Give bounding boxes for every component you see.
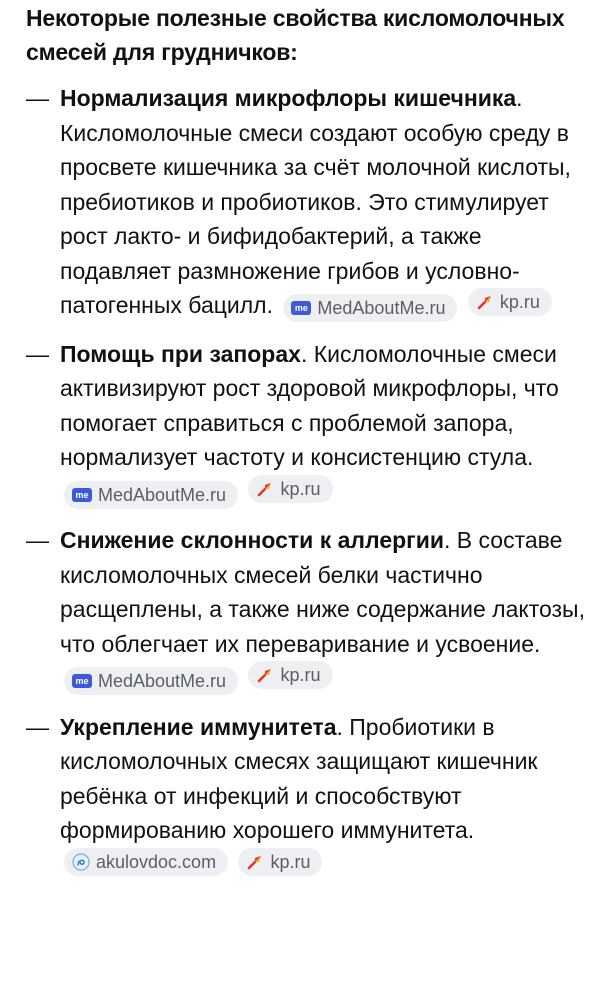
source-chip-kp[interactable]: [248, 475, 332, 503]
source-chip-medaboutme[interactable]: [64, 667, 238, 695]
dash-marker: —: [26, 527, 49, 553]
source-label: kp.ru: [280, 478, 321, 499]
kp-icon: [476, 293, 494, 311]
source-chip-kp[interactable]: [468, 288, 552, 316]
kp-icon: [256, 480, 274, 498]
answer-heading: Некоторые полезные свойства кисломолочных смесей для грудничков:: [26, 5, 565, 65]
item-text: Кисломолочные смеси создают особую среду в просвете кишечника за счёт молочной кислоты, пребиотиков и пробиотиков. Это стимулирует рост лакто- и бифидобактерий, а также подавляет размножение грибов и условно-патогенных бацилл.: [60, 119, 571, 318]
item-title: Помощь при запорах: [60, 340, 301, 367]
item-title: Укрепление иммунитета: [60, 713, 337, 740]
item-text: Пробиотики в кисломолочных смесях защищают кишечник ребёнка от инфекций и способствуют формированию хорошего иммунитета.: [60, 713, 538, 843]
item-text: В составе кисломолочных смесей белки частично расщеплены, а также ниже содержание лактозы, что облегчает их переваривание и усвоение.: [60, 527, 585, 657]
kp-icon: [256, 666, 274, 684]
source-chip-medaboutme[interactable]: [283, 294, 457, 322]
source-chip-kp[interactable]: [248, 661, 332, 689]
source-label: MedAboutMe.ru: [317, 298, 446, 318]
source-label: akulovdoc.com: [96, 851, 217, 872]
item-punct: .: [336, 713, 343, 740]
source-label: kp.ru: [280, 665, 321, 685]
medaboutme-icon: me: [72, 674, 92, 688]
list-item: [26, 337, 592, 510]
source-chip-medaboutme[interactable]: [64, 481, 238, 509]
list-item: [26, 710, 592, 883]
item-title: Нормализация микрофлоры кишечника: [60, 85, 517, 111]
item-punct: .: [300, 340, 308, 367]
akulovdoc-icon: [72, 853, 90, 871]
source-chip-akulovdoc[interactable]: [64, 848, 228, 876]
dash-marker: —: [26, 85, 49, 111]
medaboutme-icon: me: [72, 488, 92, 502]
source-label: kp.ru: [270, 851, 311, 872]
source-chip-kp[interactable]: [238, 848, 322, 876]
item-title: Снижение склонности к аллергии: [60, 527, 445, 553]
medaboutme-icon: me: [291, 301, 311, 315]
item-punct: .: [444, 527, 451, 553]
properties-list: [26, 81, 592, 882]
list-item: [26, 523, 592, 696]
source-label: kp.ru: [499, 292, 540, 312]
kp-icon: [246, 853, 264, 871]
source-label: MedAboutMe.ru: [98, 671, 227, 691]
dash-marker: —: [26, 713, 49, 740]
dash-marker: —: [26, 340, 49, 367]
item-text: Кисломолочные смеси активизируют рост здоровой микрофлоры, что помогает справиться с проблемой запора, нормализует частоту и консистенцию стула.: [60, 340, 559, 470]
source-label: MedAboutMe.ru: [98, 484, 227, 505]
list-item: [26, 81, 592, 323]
item-punct: .: [516, 85, 523, 111]
